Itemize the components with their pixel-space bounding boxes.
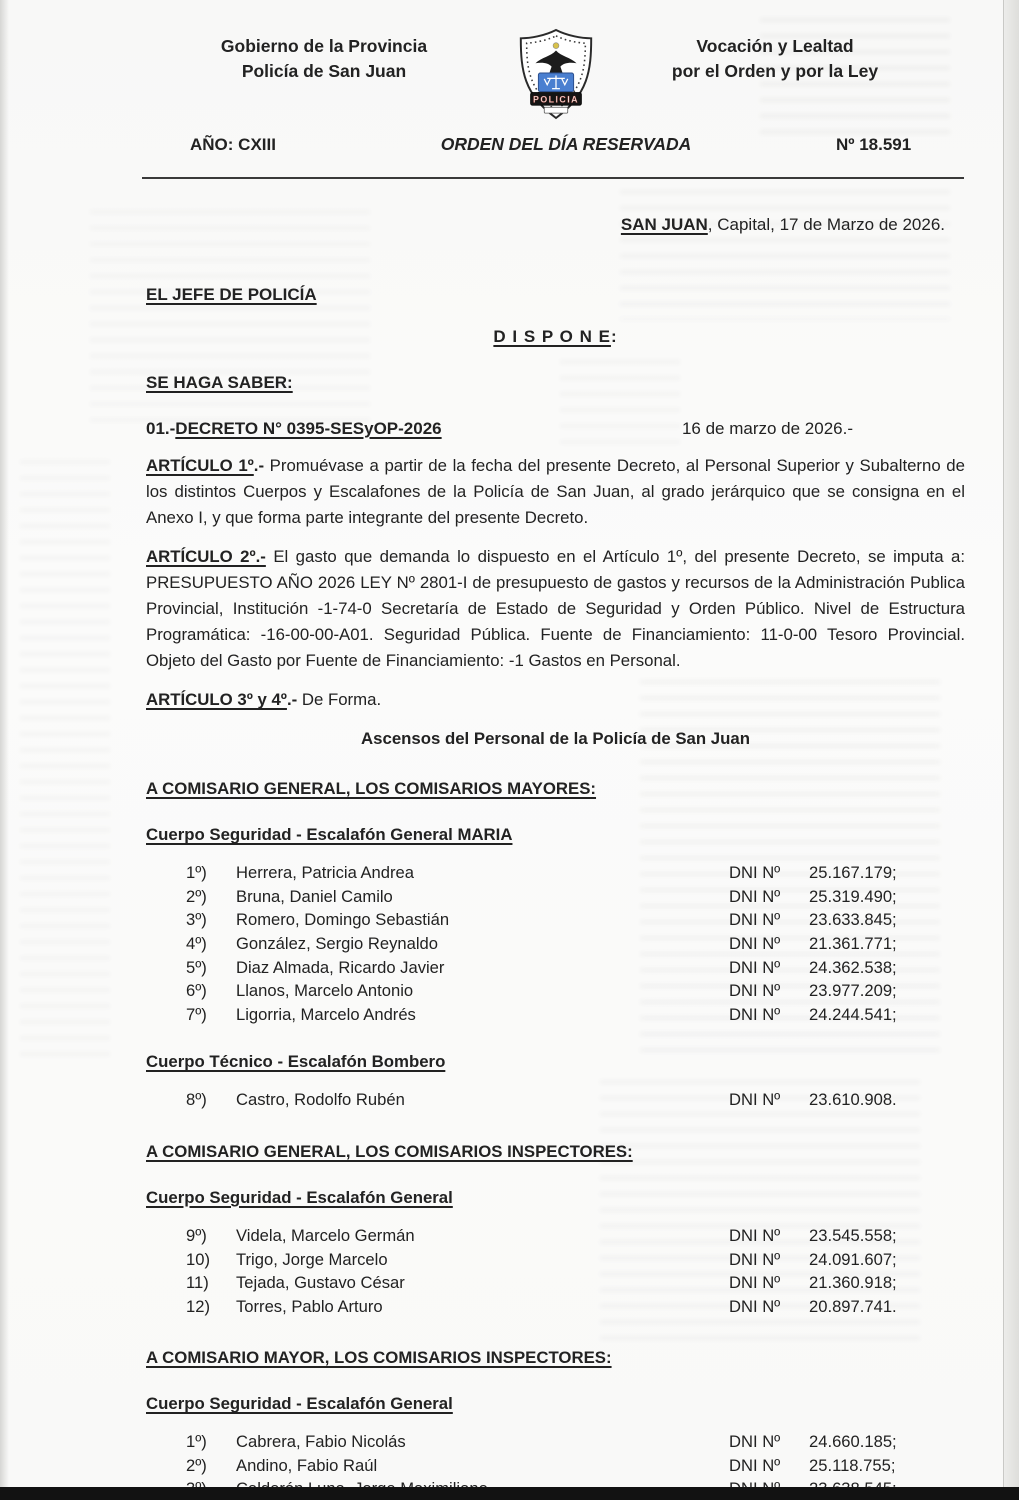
dni-label: DNI Nº	[729, 933, 781, 953]
dni-value: 24.244.541;	[809, 1004, 897, 1024]
group-subheading: Cuerpo Seguridad - Escalafón General MARIA	[146, 825, 513, 845]
article-paragraph-3	[146, 687, 965, 713]
group-subheading: Cuerpo Seguridad - Escalafón General	[146, 1187, 453, 1207]
dni-label: DNI Nº	[729, 1432, 781, 1452]
promotion-row	[146, 861, 965, 885]
article-text: Promuévase a partir de la fecha del presente Decreto, al Personal Superior y Subalterno de los distintos Cuerpos y Escalafones de la Policía de San Juan, al grado jerárquico que se consigna en el Anexo I, y que forma parte integrante del presente Decreto.	[146, 456, 965, 527]
decree-index: 01.-	[146, 419, 176, 438]
row-number: 7º)	[186, 1004, 207, 1024]
decree-title: DECRETO N° 0395-SESyOP-2026	[175, 419, 442, 438]
logo-banner-text: POLICIA	[533, 94, 579, 105]
row-number: 6º)	[186, 981, 207, 1001]
dateline-rest: , Capital, 17 de Marzo de 2026.	[707, 215, 945, 234]
promotion-row	[146, 1271, 965, 1295]
doc-number: Nº 18.591	[836, 135, 912, 154]
police-shield-icon	[512, 26, 600, 122]
officer-name: Llanos, Marcelo Antonio	[236, 981, 414, 1001]
motto	[610, 26, 940, 84]
doc-title: ORDEN DEL DÍA RESERVADA	[440, 134, 692, 154]
dispone-heading	[146, 327, 965, 347]
issuer-heading: EL JEFE DE POLICÍA	[146, 285, 317, 304]
dni-label: DNI Nº	[729, 1249, 781, 1269]
section-heading: A COMISARIO GENERAL, LOS COMISARIOS INSPECTORES:	[146, 1141, 633, 1161]
dni-label: DNI Nº	[729, 1090, 781, 1110]
section-heading: A COMISARIO MAYOR, LOS COMISARIOS INSPECTORES:	[146, 1348, 612, 1368]
dni-value: 24.362.538;	[809, 957, 897, 977]
motto-line-2: por el Orden y por la Ley	[671, 61, 879, 81]
dni-value: 21.361.771;	[809, 933, 897, 953]
dni-value: 21.360.918;	[809, 1273, 897, 1293]
org-line-1: Gobierno de la Provincia	[220, 36, 428, 56]
dni-label: DNI Nº	[729, 1455, 781, 1475]
dni-value: 24.660.185;	[809, 1432, 897, 1452]
dni-label: DNI Nº	[729, 1004, 781, 1024]
dni-label: DNI Nº	[729, 1296, 781, 1316]
officer-name: Castro, Rodolfo Rubén	[236, 1090, 405, 1110]
letterhead	[146, 26, 965, 122]
article-sep: .-	[253, 456, 270, 475]
officer-name: Cabrera, Fabio Nicolás	[236, 1432, 406, 1452]
decree-date: 16 de marzo de 2026.-	[681, 419, 853, 438]
row-number: 2º)	[186, 1455, 207, 1475]
dni-label: DNI Nº	[729, 1225, 781, 1245]
place-name: SAN JUAN	[620, 215, 708, 234]
dni-value: 25.319.490;	[809, 886, 897, 906]
promotion-row	[146, 1454, 965, 1478]
dateline	[146, 215, 965, 235]
dni-value: 23.545.558;	[809, 1225, 897, 1245]
article-text: El gasto que demanda lo dispuesto en el Artículo 1º, del presente Decreto, se imputa a: PRESUPUESTO AÑO 2026 LEY Nº 2801-I de presupuesto de gastos y recursos de la Administración Publica Provincial, Institución -1-74-0 Secretaría de Estado de Seguridad y Orden Público. Nivel de Estructura Programática: -16-00-00-A01. Seguridad Pública. Fuente de Financiamiento: 11-0-00 Tesoro Provincial. Objeto del Gasto por Fuente de Financiamiento: -1 Gastos en Personal.	[146, 547, 965, 670]
promotion-row	[146, 1088, 965, 1112]
promotion-row	[146, 956, 965, 980]
bottom-scan-bar	[0, 1487, 1019, 1500]
row-number: 8º)	[186, 1090, 207, 1110]
row-number: 1º)	[186, 1432, 207, 1452]
article-sep: .-	[286, 690, 302, 710]
dni-label: DNI Nº	[729, 886, 781, 906]
masthead-row	[146, 134, 965, 155]
row-number: 10)	[186, 1249, 210, 1269]
page-edge-left	[0, 0, 9, 1500]
promotion-rows	[146, 1224, 965, 1318]
year-label: AÑO: CXIII	[190, 135, 276, 154]
promotion-row	[146, 908, 965, 932]
page-edge-right	[1003, 0, 1019, 1500]
officer-name: Bruna, Daniel Camilo	[236, 886, 393, 906]
group-subheading: Cuerpo Seguridad - Escalafón General	[146, 1394, 453, 1414]
divider-rule	[142, 177, 964, 179]
dni-value: 20.897.741.	[809, 1296, 897, 1316]
article-text: De Forma.	[301, 690, 382, 710]
promotion-row	[146, 1003, 965, 1027]
promotion-row	[146, 932, 965, 956]
dni-label: DNI Nº	[729, 981, 781, 1001]
group-subheading: Cuerpo Técnico - Escalafón Bombero	[146, 1052, 446, 1072]
dni-value: 25.118.755;	[809, 1455, 896, 1475]
promotion-sections	[146, 779, 965, 1500]
officer-name: Diaz Almada, Ricardo Javier	[236, 957, 445, 977]
article-paragraph-2	[146, 544, 965, 673]
dni-value: 23.633.845;	[809, 910, 897, 930]
article-paragraph-1	[146, 453, 965, 530]
officer-name: Videla, Marcelo Germán	[236, 1225, 415, 1245]
motto-line-1: Vocación y Lealtad	[696, 36, 854, 56]
row-number: 12)	[186, 1296, 210, 1316]
dni-value: 23.977.209;	[809, 981, 897, 1001]
row-number: 11)	[186, 1273, 209, 1293]
row-number: 2º)	[186, 886, 207, 906]
promotion-row	[146, 1248, 965, 1272]
row-number: 9º)	[186, 1225, 207, 1245]
article-label: ARTÍCULO 3º y 4º	[146, 690, 287, 710]
org-line-2: Policía de San Juan	[241, 61, 407, 81]
dni-value: 24.091.607;	[809, 1249, 897, 1269]
dni-label: DNI Nº	[729, 957, 781, 977]
dni-label: DNI Nº	[729, 910, 781, 930]
promotion-row	[146, 1224, 965, 1248]
officer-name: Trigo, Jorge Marcelo	[236, 1249, 388, 1269]
officer-name: Romero, Domingo Sebastián	[236, 910, 450, 930]
promotion-rows	[146, 861, 965, 1026]
promotion-row	[146, 1430, 965, 1454]
officer-name: González, Sergio Reynaldo	[236, 933, 439, 953]
promotion-row	[146, 1295, 965, 1319]
decree-line	[146, 419, 965, 439]
officer-name: Herrera, Patricia Andrea	[236, 863, 415, 883]
officer-name: Torres, Pablo Arturo	[236, 1296, 383, 1316]
article-label: ARTÍCULO 1º	[146, 456, 254, 475]
police-crest	[502, 26, 610, 122]
notice-heading: SE HAGA SABER:	[146, 373, 293, 392]
promotion-row	[146, 885, 965, 909]
row-number: 3º)	[186, 910, 207, 930]
section-heading: A COMISARIO GENERAL, LOS COMISARIOS MAYORES:	[146, 779, 597, 799]
dni-label: DNI Nº	[729, 1273, 781, 1293]
article-label: ARTÍCULO 2º.-	[146, 547, 266, 567]
officer-name: Ligorria, Marcelo Andrés	[236, 1004, 416, 1024]
dispone-word: D I S P O N E	[493, 327, 611, 346]
dni-value: 25.167.179;	[809, 863, 897, 883]
org-name	[146, 26, 502, 84]
officer-name: Andino, Fabio Raúl	[236, 1455, 378, 1475]
row-number: 5º)	[186, 957, 207, 977]
list-title: Ascensos del Personal de la Policía de San Juan	[361, 729, 750, 749]
row-number: 4º)	[186, 933, 207, 953]
row-number: 1º)	[186, 863, 207, 883]
officer-name: Tejada, Gustavo César	[236, 1273, 405, 1293]
promotion-rows	[146, 1088, 965, 1112]
promotion-row	[146, 979, 965, 1003]
dispone-colon: :	[610, 327, 618, 346]
dni-label: DNI Nº	[729, 863, 781, 883]
dni-value: 23.610.908.	[809, 1090, 897, 1110]
